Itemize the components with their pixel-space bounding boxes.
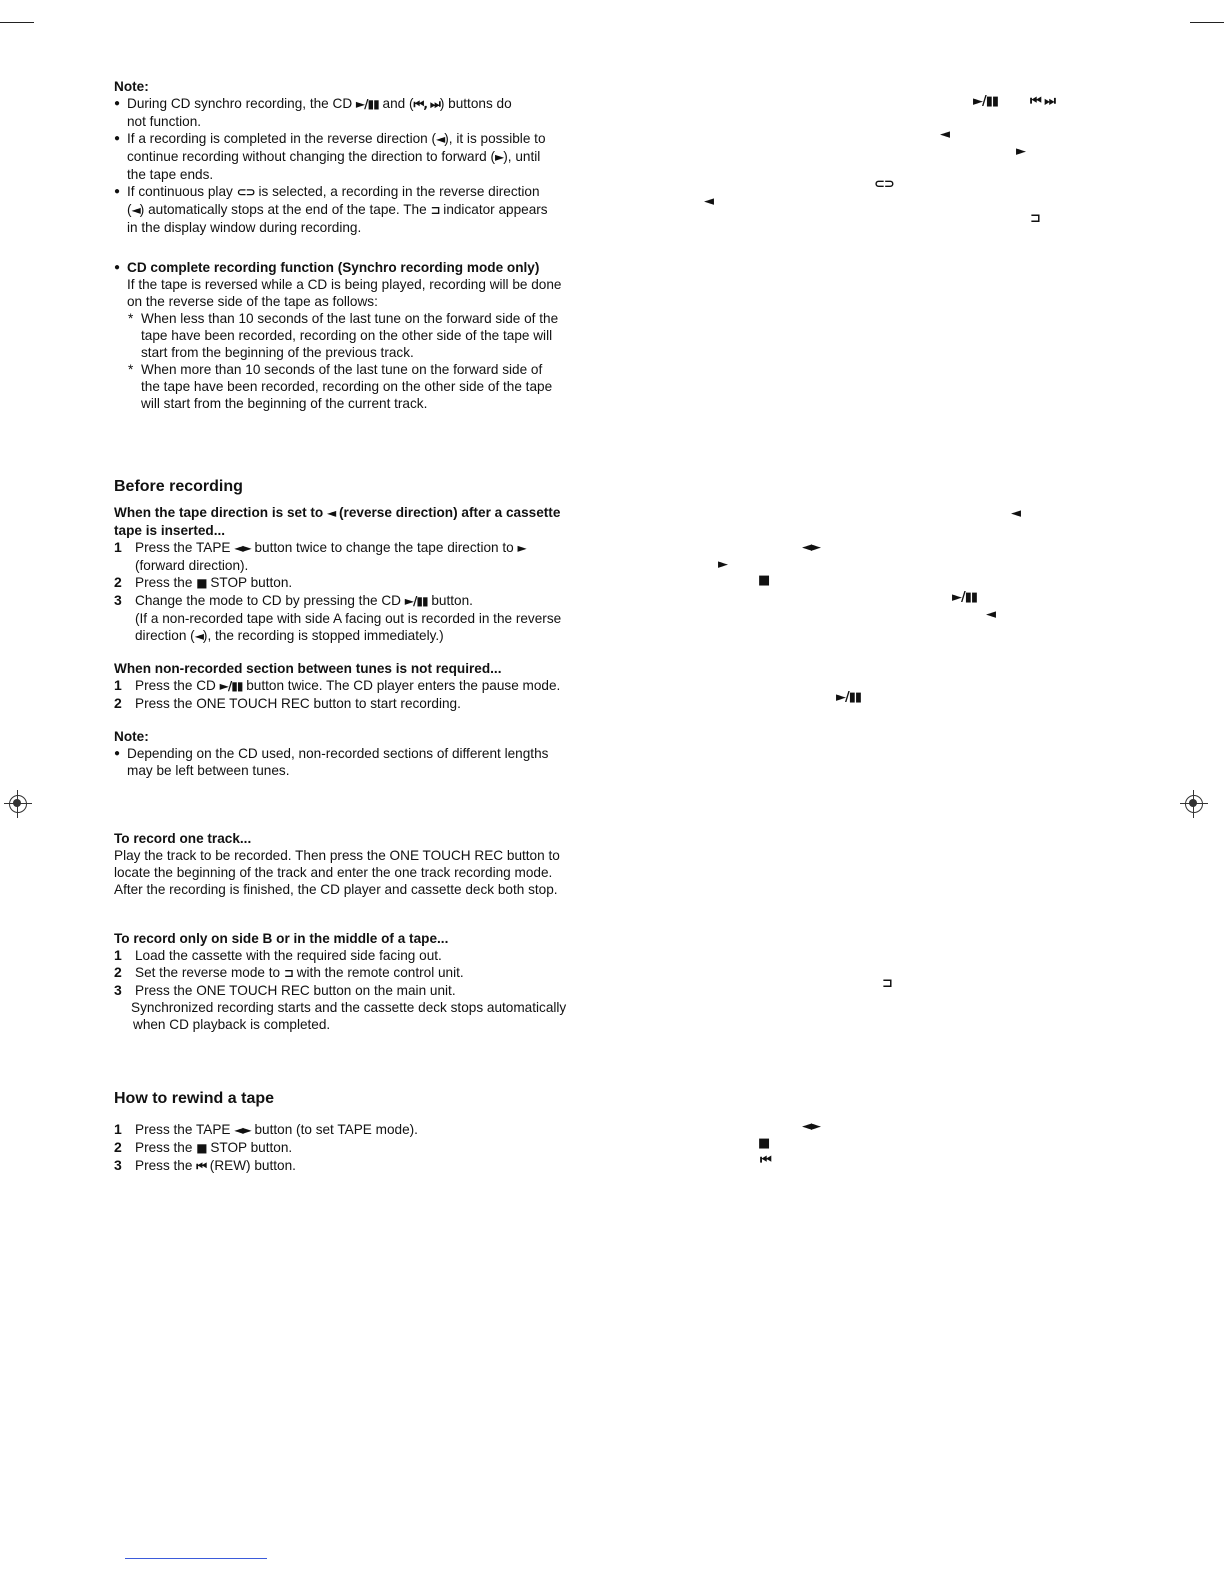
cd-complete-item-1: * When less than 10 seconds of the last tune on the forward side of the tape have been recorded, recording on the other side of the tape will start from the beginning of the previous track.	[128, 311, 559, 360]
stop-icon: ■	[758, 573, 770, 588]
crop-mark-top-left	[0, 22, 34, 23]
before-recording-section	[114, 478, 592, 779]
reverse-icon: ◄	[131, 203, 140, 217]
skip-icon: ⏮, ⏭	[413, 97, 440, 111]
cd-complete-item-2: * When more than 10 seconds of the last tune on the forward side of the tape have been recorded, recording on the other side of the tape will start from the beginning of the current track.	[128, 362, 553, 411]
continuous-play-icon: ⊂⊃	[236, 185, 255, 199]
before-recording-subheading-2: When non-recorded section between tunes is not required...	[114, 661, 502, 676]
rewind-section	[114, 1090, 592, 1175]
reverse-icon: ◄	[194, 629, 203, 643]
play-pause-icon: ►/▮▮	[219, 679, 243, 693]
side-b-step-3: 3 Press the ONE TOUCH REC button on the main unit.	[114, 982, 456, 998]
rewind-title: How to rewind a tape	[114, 1090, 275, 1107]
note-bullet-2: ● If a recording is completed in the reverse direction (◄), it is possible to continue recording without changing the direction to forward (►), until the tape ends.	[114, 130, 592, 183]
rewind-step-2: 2 Press the ■ STOP button.	[114, 1139, 293, 1155]
before-step-3: 3 Change the mode to CD by pressing the CD ►/▮▮ button. (If a non-recorded tape with side A facing out is recorded in the reverse direction (◄), the recording is stopped immediately.)	[114, 592, 562, 643]
side-b-section: To record only on side B or in the middle of a tape... 1 Load the cassette with the required side facing out. 2 Set the reverse mode to ⊐ with the remote control unit. 3 Press the ONE TOUCH REC button on the main unit. Synchronized recording starts and the cassette deck stops automatically when CD playback is completed.	[114, 930, 592, 1033]
cd-complete-section: ● CD complete recording function (Synchro recording mode only) If the tape is reversed while a CD is being played, recording will be done on the reverse side of the tape as follows: * When less than 10 seconds of the last tune on the forward side of the tape have been recorded, recording on the other side of the tape will start from the beginning of the previous track. * When more than 10 seconds of the last tune on the forward side of the tape have been recorded, recording on the other side of the tape will start from the beginning of the current track.	[114, 259, 592, 412]
note-heading: Note:	[114, 79, 149, 94]
note-section	[114, 78, 592, 236]
registration-mark-left-icon	[4, 790, 32, 818]
rewind-step-1: 1 Press the TAPE ◄► button (to set TAPE mode).	[114, 1121, 418, 1137]
before-note-heading: Note:	[114, 729, 149, 744]
reverse-icon: ◄	[327, 506, 336, 520]
before-step-2: 2 Press the ■ STOP button.	[114, 574, 293, 590]
reverse-icon: ◄	[940, 127, 949, 142]
before-note-bullet: ● Depending on the CD used, non-recorded sections of different lengths may be left between tunes.	[114, 745, 592, 779]
side-b-step-2: 2 Set the reverse mode to ⊐ with the remote control unit.	[114, 964, 464, 980]
reverse-icon: ◄	[704, 194, 713, 209]
rewind-step-3: 3 Press the ⏮ (REW) button.	[114, 1157, 296, 1173]
note-bullet-1: ● During CD synchro recording, the CD ►/▮▮ and (⏮, ⏭) buttons do not function.	[114, 95, 592, 130]
skip-icon: ⏮ ⏭	[1030, 94, 1055, 109]
reverse-icon: ◄	[986, 607, 995, 622]
forward-icon: ►	[1016, 144, 1025, 159]
forward-icon: ►	[718, 557, 727, 572]
continuous-play-icon: ⊂⊃	[874, 177, 894, 192]
one-track-heading: To record one track...	[114, 831, 252, 846]
side-b-heading: To record only on side B or in the middle of a tape...	[114, 931, 449, 946]
tape-direction-icon: ◄►	[802, 1119, 820, 1134]
play-pause-icon: ►/▮▮	[404, 594, 428, 608]
before-recording-subheading-1: When the tape direction is set to ◄ (reverse direction) after a cassette tape is inserted...	[114, 505, 561, 538]
play-pause-icon: ►/▮▮	[952, 590, 978, 605]
play-pause-icon: ►/▮▮	[973, 94, 999, 109]
pause-step-2: 2 Press the ONE TOUCH REC button to start recording.	[114, 695, 461, 711]
play-pause-icon: ►/▮▮	[836, 690, 862, 705]
one-way-indicator-icon: ⊐	[430, 203, 440, 217]
tape-direction-icon: ◄►	[234, 541, 251, 555]
stop-icon: ■	[196, 1141, 207, 1155]
reverse-icon: ◄	[436, 132, 445, 146]
stop-icon: ■	[196, 576, 207, 590]
one-way-reverse-mode-icon: ⊐	[882, 976, 892, 991]
one-track-section: To record one track... Play the track to be recorded. Then press the ONE TOUCH REC button to locate the beginning of the track and enter the one track recording mode. After the recording is finished, the CD player and cassette deck both stop.	[114, 830, 592, 898]
stop-icon: ■	[758, 1136, 770, 1151]
before-recording-title: Before recording	[114, 478, 243, 495]
tape-direction-icon: ◄►	[234, 1123, 251, 1137]
forward-icon: ►	[495, 150, 504, 164]
crop-mark-top-right	[1190, 22, 1224, 23]
rewind-icon: ⏮	[196, 1159, 207, 1173]
registration-mark-right-icon	[1180, 790, 1208, 818]
cd-complete-heading: ● CD complete recording function (Synchro recording mode only)	[114, 259, 592, 276]
note-bullet-3: ● If continuous play ⊂⊃ is selected, a recording in the reverse direction (◄) automatically stops at the end of the tape. The ⊐ indicator appears in the display window during recording.	[114, 183, 592, 236]
forward-icon: ►	[517, 541, 526, 555]
before-step-1: 1 Press the TAPE ◄► button twice to change the tape direction to ► (forward direction).	[114, 539, 526, 573]
one-way-indicator-icon: ⊐	[1030, 211, 1040, 226]
pause-step-1: 1 Press the CD ►/▮▮ button twice. The CD player enters the pause mode.	[114, 677, 561, 693]
footer-link-underline	[125, 1558, 267, 1559]
tape-direction-icon: ◄►	[802, 540, 820, 555]
reverse-icon: ◄	[1011, 506, 1020, 521]
rewind-icon: ⏮	[760, 1153, 771, 1168]
one-way-reverse-mode-icon: ⊐	[283, 966, 293, 980]
side-b-step-1: 1 Load the cassette with the required side facing out.	[114, 947, 442, 963]
play-pause-icon: ►/▮▮	[355, 97, 379, 111]
